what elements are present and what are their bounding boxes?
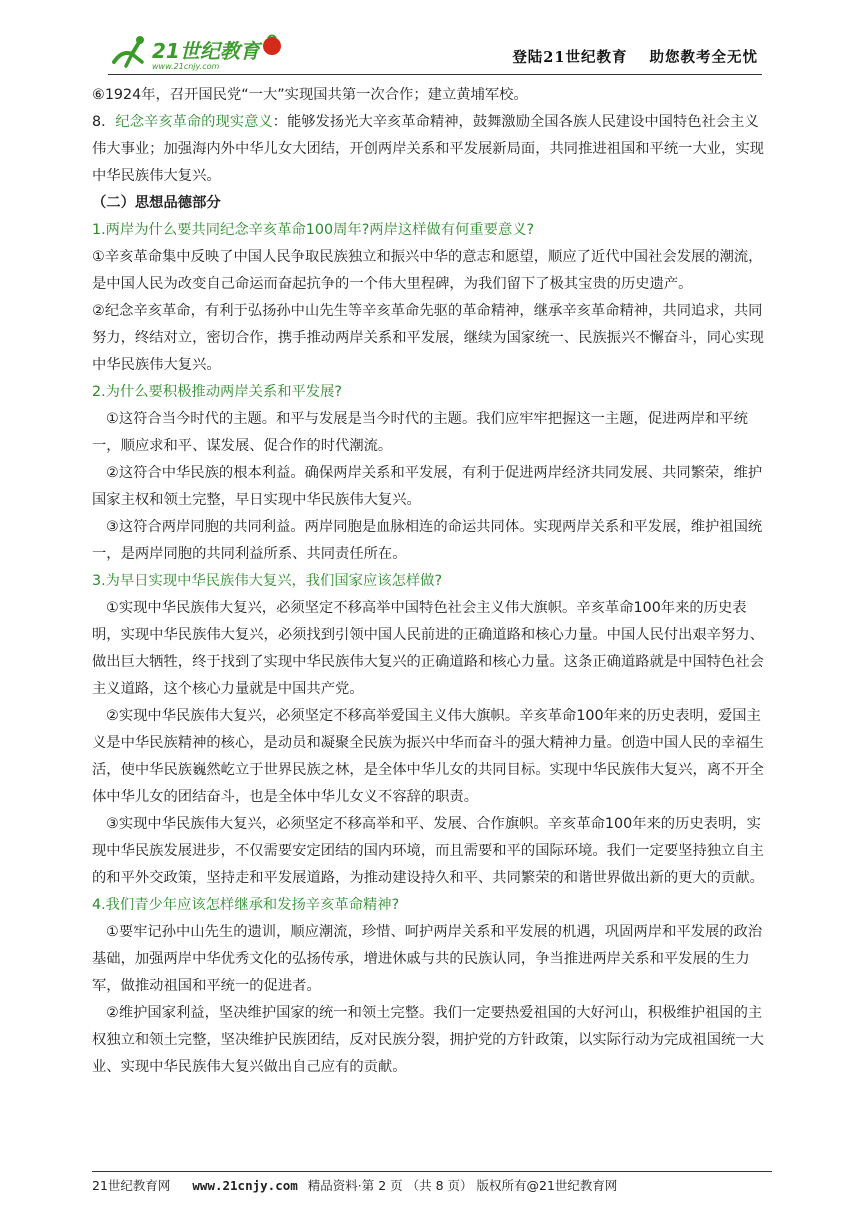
highlight-term: 纪念辛亥革命的现实意义 bbox=[115, 114, 273, 130]
question-1 bbox=[92, 217, 772, 244]
question-number: 4. bbox=[92, 897, 106, 913]
answer: ①这符合当今时代的主题。和平与发展是当今时代的主题。我们应牢牢把握这一主题，促进两岸和平统一，顺应求和平、谋发展、促合作的时代潮流。 bbox=[92, 411, 748, 454]
question-text: 为早日实现中华民族伟大复兴，我们国家应该怎样做? bbox=[105, 573, 443, 589]
item-number: 8． bbox=[92, 114, 116, 130]
question-2 bbox=[92, 379, 772, 406]
question-text: 为什么要积极推动两岸关系和平发展? bbox=[105, 384, 342, 400]
page-header bbox=[108, 30, 762, 75]
answer: ①辛亥革命集中反映了中国人民争取民族独立和振兴中华的意志和愿望，顺应了近代中国社会发展的潮流，是中国人民为改变自己命运而奋起抗争的一个伟大里程碑，为我们留下了极其宝贵的历史遗产。 bbox=[92, 249, 763, 292]
answer: ①要牢记孙中山先生的遗训，顺应潮流，珍惜、呵护两岸关系和平发展的机遇，巩固两岸和平发展的政治基础，加强两岸中华优秀文化的弘扬传承，增进休戚与共的民族认同，争当推进两岸关系和平发展的生力军，做推动祖国和平统一的促进者。 bbox=[92, 924, 763, 994]
answer: ②维护国家利益，坚决维护国家的统一和领土完整。我们一定要热爱祖国的大好河山，积极维护祖国的主权独立和领土完整，坚决维护民族团结，反对民族分裂，拥护党的方针政策，以实际行动为完成祖国统一大业、实现中华民族伟大复兴做出自己应有的贡献。 bbox=[92, 1005, 764, 1075]
document-body bbox=[92, 82, 772, 1081]
footer-info: 精品资料·第 2 页 （共 8 页） 版权所有@21世纪教育网 bbox=[307, 1178, 618, 1193]
logo-text: 21世纪教育 bbox=[152, 39, 260, 63]
answer: ②纪念辛亥革命，有利于弘扬孙中山先生等辛亥革命先驱的革命精神，继承辛亥革命精神，共同追求，共同努力，终结对立，密切合作，携手推动两岸关系和平发展，继续为国家统一、民族振兴不懈奋斗，同心实现中华民族伟大复兴。 bbox=[92, 303, 764, 373]
paragraph: ⑥1924年，召开国民党“一大”实现国共第一次合作；建立黄埔军校。 bbox=[92, 87, 528, 103]
question-number: 2. bbox=[92, 384, 106, 400]
runner-logo-icon bbox=[108, 32, 298, 72]
question-text: 两岸为什么要共同纪念辛亥革命100周年?两岸这样做有何重要意义? bbox=[105, 222, 535, 238]
question-number: 1. bbox=[92, 222, 106, 238]
header-slogan bbox=[490, 46, 758, 67]
slogan-right: 助您教考全无忧 bbox=[649, 49, 758, 66]
answer: ②这符合中华民族的根本利益。确保两岸关系和平发展，有利于促进两岸经济共同发展、共同繁荣，维护国家主权和领土完整，早日实现中华民族伟大复兴。 bbox=[92, 465, 763, 508]
section-heading: （二）思想品德部分 bbox=[92, 195, 221, 211]
question-3 bbox=[92, 568, 772, 595]
slogan-left: 登陆21世纪教育 bbox=[512, 49, 628, 66]
question-text: 我们青少年应该怎样继承和发扬辛亥革命精神? bbox=[105, 897, 400, 913]
paragraph-q8 bbox=[92, 109, 772, 190]
page-footer bbox=[92, 1171, 772, 1200]
question-4 bbox=[92, 892, 772, 919]
answer: ③这符合两岸同胞的共同利益。两岸同胞是血脉相连的命运共同体。实现两岸关系和平发展，维护祖国统一，是两岸同胞的共同利益所系、共同责任所在。 bbox=[92, 519, 763, 562]
answer: ③实现中华民族伟大复兴，必须坚定不移高举和平、发展、合作旗帜。辛亥革命100年来的历史表明，实现中华民族发展进步，不仅需要安定团结的国内环境，而且需要和平的国际环境。我们一定要坚持独立自主的和平外交政策，坚持走和平发展道路，为推动建设持久和平、共同繁荣的和谐世界做出新的更大的贡献。 bbox=[92, 816, 764, 886]
question-number: 3. bbox=[92, 573, 106, 589]
paragraph-text: ：能够发扬光大辛亥革命精神，鼓舞激励全国各族人民建设中国特色社会主义伟大事业；加强海内外中华儿女大团结，开创两岸关系和平发展新局面，共同推进祖国和平统一大业，实现中华民族伟大复兴。 bbox=[92, 114, 764, 184]
footer-site: 21世纪教育网 bbox=[92, 1178, 171, 1193]
answer: ①实现中华民族伟大复兴，必须坚定不移高举中国特色社会主义伟大旗帜。辛亥革命100年来的历史表明，实现中华民族伟大复兴，必须找到引领中国人民前进的正确道路和核心力量。中国人民付出艰辛努力、做出巨大牺牲，终于找到了实现中华民族伟大复兴的正确道路和核心力量。这条正确道路就是中国特色社会主义道路，这个核心力量就是中国共产党。 bbox=[92, 600, 764, 697]
answer: ②实现中华民族伟大复兴，必须坚定不移高举爱国主义伟大旗帜。辛亥革命100年来的历史表明，爱国主义是中华民族精神的核心，是动员和凝聚全民族为振兴中华而奋斗的强大精神力量。创造中国人民的幸福生活，使中华民族巍然屹立于世界民族之林，是全体中华儿女的共同目标。实现中华民族伟大复兴，离不开全体中华儿女的团结奋斗，也是全体中华儿女义不容辞的职责。 bbox=[92, 708, 764, 805]
site-logo[interactable] bbox=[108, 32, 298, 72]
footer-url-link[interactable]: www.21cnjy.com bbox=[192, 1178, 298, 1193]
logo-url: www.21cnjy.com bbox=[152, 62, 220, 71]
